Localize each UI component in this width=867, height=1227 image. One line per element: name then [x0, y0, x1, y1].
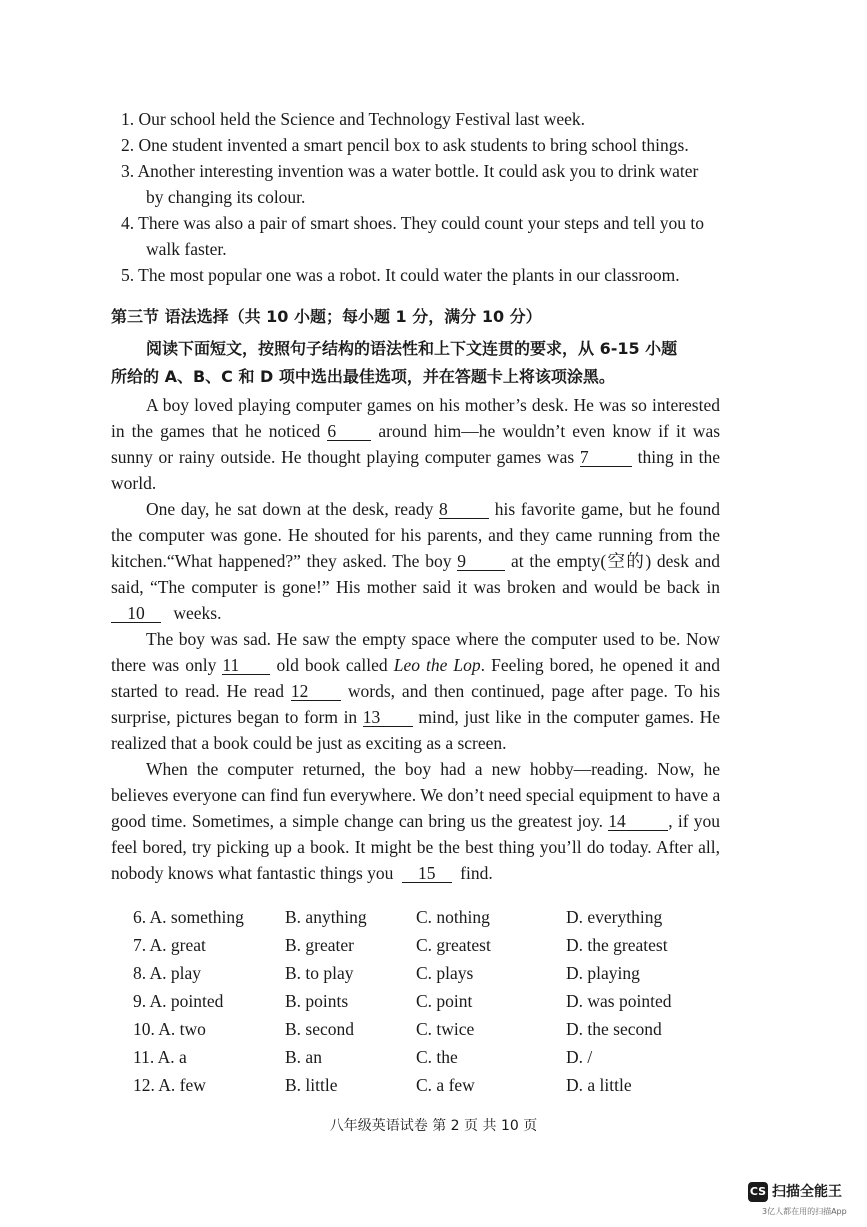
- option-10c[interactable]: C. twice: [416, 1019, 475, 1039]
- passage-line: [111, 446, 720, 468]
- passage-line: [111, 680, 720, 702]
- passage-text: find.: [460, 863, 493, 883]
- passage-text: there was only: [111, 655, 217, 675]
- blank-15[interactable]: 15: [402, 864, 452, 883]
- blank-7[interactable]: 7: [580, 448, 632, 467]
- passage-text: mind, just like in the computer games. He: [418, 707, 721, 727]
- passage-text: . Feeling bored, he opened it and: [480, 655, 721, 675]
- blank-10[interactable]: 10: [111, 604, 161, 623]
- option-12a[interactable]: 12. A. few: [133, 1075, 206, 1095]
- option-8b[interactable]: B. to play: [285, 963, 354, 983]
- passage-text: weeks.: [173, 603, 222, 623]
- passage-line: [111, 654, 720, 676]
- passage-text: One day, he sat down at the desk, ready: [146, 499, 434, 519]
- passage-line: said, “The computer is gone!” His mother said it was broken and would be back in: [111, 577, 720, 597]
- section-heading: 第三节 语法选择（共 10 小题；每小题 1 分，满分 10 分）: [111, 307, 542, 326]
- option-10b[interactable]: B. second: [285, 1019, 355, 1039]
- option-7d[interactable]: D. the greatest: [566, 935, 668, 955]
- blank-9[interactable]: 9: [457, 552, 505, 571]
- passage-line: [111, 550, 720, 572]
- option-8c[interactable]: C. plays: [416, 963, 474, 983]
- scanner-tagline: 3亿人都在用的扫描App: [762, 1207, 847, 1216]
- option-10a[interactable]: 10. A. two: [133, 1019, 206, 1039]
- blank-8[interactable]: 8: [439, 500, 489, 519]
- passage-line: [111, 862, 493, 884]
- summary-item-5: 5. The most popular one was a robot. It could water the plants in our classroom.: [121, 265, 680, 285]
- summary-item-3-cont: by changing its colour.: [146, 187, 306, 207]
- passage-text: sunny or rainy outside. He thought playing computer games was: [111, 447, 575, 467]
- passage-text: in the games that he noticed: [111, 421, 321, 441]
- passage-text: around him—he wouldn’t even know if it was: [378, 421, 721, 441]
- passage-line: realized that a book could be just as exciting as a screen.: [111, 733, 507, 753]
- passage-line: world.: [111, 473, 157, 493]
- passage-line: [111, 706, 720, 728]
- passage-text: his favorite game, but he found: [494, 499, 721, 519]
- passage-text: nobody knows what fantastic things you: [111, 863, 394, 883]
- option-11a[interactable]: 11. A. a: [133, 1047, 187, 1067]
- blank-6[interactable]: 6: [327, 422, 371, 441]
- option-6d[interactable]: D. everything: [566, 907, 663, 927]
- option-6c[interactable]: C. nothing: [416, 907, 490, 927]
- option-9d[interactable]: D. was pointed: [566, 991, 672, 1011]
- option-6a[interactable]: 6. A. something: [133, 907, 244, 927]
- blank-13[interactable]: 13: [363, 708, 413, 727]
- passage-line: [111, 602, 221, 624]
- option-9c[interactable]: C. point: [416, 991, 473, 1011]
- summary-item-2: 2. One student invented a smart pencil box to ask students to bring school things.: [121, 135, 689, 155]
- option-12b[interactable]: B. little: [285, 1075, 338, 1095]
- option-7c[interactable]: C. greatest: [416, 935, 491, 955]
- book-title: Leo the Lop: [393, 655, 481, 675]
- passage-text: good time. Sometimes, a simple change can bring us the greatest joy.: [111, 811, 604, 831]
- option-11b[interactable]: B. an: [285, 1047, 322, 1067]
- option-10d[interactable]: D. the second: [566, 1019, 662, 1039]
- summary-item-3: 3. Another interesting invention was a water bottle. It could ask you to drink water: [121, 161, 699, 181]
- passage-text: thing in the: [637, 447, 721, 467]
- option-7b[interactable]: B. greater: [285, 935, 354, 955]
- passage-text: at the empty(空的) desk and: [511, 551, 721, 571]
- section-instruction-2: 所给的 A、B、C 和 D 项中选出最佳选项，并在答题卡上将该项涂黑。: [111, 367, 615, 386]
- option-6b[interactable]: B. anything: [285, 907, 367, 927]
- scanner-watermark: [748, 1180, 858, 1220]
- option-8a[interactable]: 8. A. play: [133, 963, 202, 983]
- passage-line: the computer was gone. He shouted for his parents, and they came running from the: [111, 525, 720, 545]
- passage-text: started to read. He read: [111, 681, 284, 701]
- option-12c[interactable]: C. a few: [416, 1075, 475, 1095]
- summary-item-4-cont: walk faster.: [146, 239, 227, 259]
- passage-text: surprise, pictures began to form in: [111, 707, 358, 727]
- passage-line: [111, 420, 720, 442]
- section-instruction-1: 阅读下面短文，按照句子结构的语法性和上下文连贯的要求，从 6-15 小题: [146, 339, 678, 358]
- passage-line: [111, 810, 720, 832]
- page-footer: 八年级英语试卷 第 2 页 共 10 页: [329, 1118, 538, 1134]
- passage-line: A boy loved playing computer games on his mother’s desk. He was so interested: [146, 395, 720, 415]
- passage-text: words, and then continued, page after page. To his: [347, 681, 721, 701]
- passage-text: kitchen.“What happened?” they asked. The boy: [111, 551, 452, 571]
- passage-line: [146, 498, 720, 520]
- option-11c[interactable]: C. the: [416, 1047, 458, 1067]
- blank-12[interactable]: 12: [291, 682, 341, 701]
- option-9a[interactable]: 9. A. pointed: [133, 991, 224, 1011]
- option-9b[interactable]: B. points: [285, 991, 349, 1011]
- camscanner-icon: CS: [748, 1182, 768, 1202]
- summary-item-1: 1. Our school held the Science and Technology Festival last week.: [121, 109, 586, 129]
- blank-14[interactable]: 14: [608, 812, 668, 831]
- option-7a[interactable]: 7. A. great: [133, 935, 206, 955]
- passage-text: , if you: [668, 811, 721, 831]
- summary-item-4: 4. There was also a pair of smart shoes. They could count your steps and tell you to: [121, 213, 705, 233]
- passage-line: When the computer returned, the boy had a new hobby—reading. Now, he: [146, 759, 720, 779]
- option-8d[interactable]: D. playing: [566, 963, 640, 983]
- option-11d[interactable]: D. /: [566, 1047, 593, 1067]
- option-12d[interactable]: D. a little: [566, 1075, 632, 1095]
- passage-text: old book called: [276, 655, 388, 675]
- passage-line: feel bored, try picking up a book. It might be the best thing you’ll do today. After all,: [111, 837, 720, 857]
- passage-line: believes everyone can find fun everywhere. We don’t need special equipment to have a: [111, 785, 721, 805]
- blank-11[interactable]: 11: [222, 656, 270, 675]
- scanner-app-name: 扫描全能王: [772, 1184, 842, 1200]
- passage-line: The boy was sad. He saw the empty space where the computer used to be. Now: [146, 629, 720, 649]
